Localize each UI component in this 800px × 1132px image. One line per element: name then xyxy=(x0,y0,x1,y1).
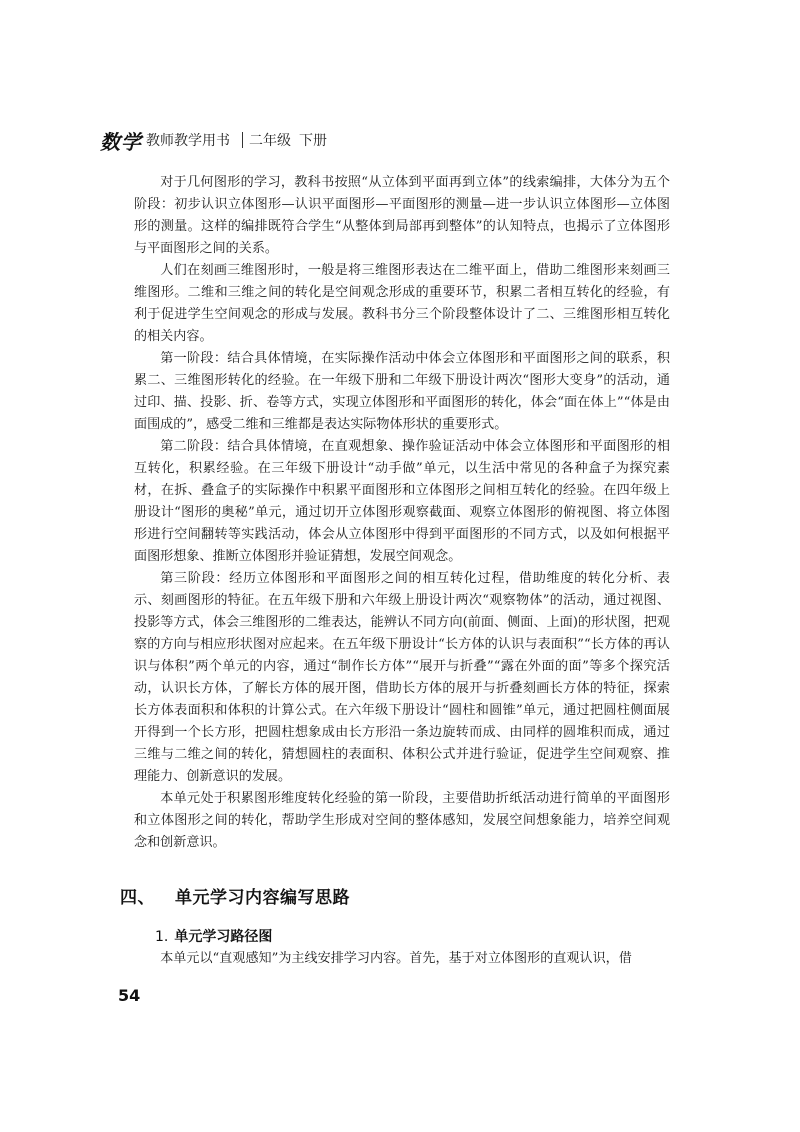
math-logo: 数学 xyxy=(100,129,142,154)
paragraph-dimension-conversion: 人们在刻画三维图形时，一般是将三维图形表达在二维平面上，借助二维图形来刻画三维图形。二维和三维之间的转化是空间观念形成的重要环节，积累二者相互转化的经验，有利于促进学生空间观念的形成与发展。教科书分三个阶段整体设计了二、三维图形相互转化的相关内容。 xyxy=(134,263,670,344)
book-title: 教师教学用书 xyxy=(146,133,230,149)
running-header xyxy=(100,128,327,152)
paragraph-geometry-stages: 对于几何图形的学习，教科书按照“从立体到平面再到立体”的线索编排，大体分为五个阶段：初步认识立体图形—认识平面图形—平面图形的测量—进一步认识立体图形—立体图形的测量。这样的编排既符合学生“从整体到局部再到整体”的认知特点，也揭示了立体图形与平面图形之间的关系。 xyxy=(134,175,670,256)
paragraph-stage-three: 第三阶段：经历立体图形和平面图形之间的相互转化过程，借助维度的转化分析、表示、刻画图形的特征。在五年级下册和六年级上册设计两次“观察物体”的活动，通过视图、投影等方式，体会三维图形的二维表达，能辨认不同方向(前面、侧面、上面)的形状图，把观察的方向与相应形状图对应起来。在五年级下册设计“长方体的认识与表面积”“长方体的再认识与体积”两个单元的内容，通过“制作长方体”“展开与折叠”“露在外面的面”等多个探究活动，认识长方体，了解长方体的展开图，借助长方体的展开与折叠刻画长方体的特征，探索长方体表面积和体积的计算公式。在六年级下册设计“圆柱和圆锥”单元，通过把圆柱侧面展开得到一个长方形，把圆柱想象成由长方形沿一条边旋转而成、由同样的圆堆积而成，通过三维与二维之间的转化，猜想圆柱的表面积、体积公式并进行验证，促进学生空间观察、推理能力、创新意识的发展。 xyxy=(134,571,670,784)
subsection-number: 1. xyxy=(155,929,169,945)
paragraph-stage-two: 第二阶段：结合具体情境，在直观想象、操作验证活动中体会立体图形和平面图形的相互转化，积累经验。在三年级下册设计“动手做”单元，以生活中常见的各种盒子为探究素材，在拆、叠盒子的实际操作中积累平面图形和立体图形之间相互转化的经验。在四年级上册设计“图形的奥秘”单元，通过切开立体图形观察截面、观察立体图形的俯视图、将立体图形进行空间翻转等实践活动，体会从立体图形中得到平面图形的不同方式，以及如何根据平面图形想象、推断立体图形并验证猜想，发展空间观念。 xyxy=(134,439,670,564)
subsection-title: 单元学习路径图 xyxy=(174,929,273,945)
subsection-heading xyxy=(155,926,272,946)
section-heading xyxy=(120,883,350,908)
paragraph-unit-position: 本单元处于积累图形维度转化经验的第一阶段，主要借助折纸活动进行简单的平面图形和立体图形之间的转化，帮助学生形成对空间的整体感知，发展空间想象能力，培养空间观念和创新意识。 xyxy=(134,791,670,850)
header-divider xyxy=(242,132,243,148)
volume-label: 下册 xyxy=(299,133,327,149)
body-text xyxy=(134,172,670,854)
section-number: 四、 xyxy=(120,888,155,908)
paragraph-learning-path-intro: 本单元以“直观感知”为主线安排学习内容。首先，基于对立体图形的直观认识，借 xyxy=(160,951,632,966)
paragraph-stage-one: 第一阶段：结合具体情境，在实际操作活动中体会立体图形和平面图形之间的联系，积累二、三维图形转化的经验。在一年级下册和二年级下册设计两次“图形大变身”的活动，通过印、描、投影、折、卷等方式，实现立体图形和平面图形的转化，体会“面在体上”“体是由面围成的”，感受二维和三维都是表达实际物体形状的重要形式。 xyxy=(134,351,670,432)
grade-label: 二年级 xyxy=(249,133,291,149)
tail-text xyxy=(134,948,670,970)
page-number: 54 xyxy=(118,986,141,1005)
section-title: 单元学习内容编写思路 xyxy=(175,888,350,908)
